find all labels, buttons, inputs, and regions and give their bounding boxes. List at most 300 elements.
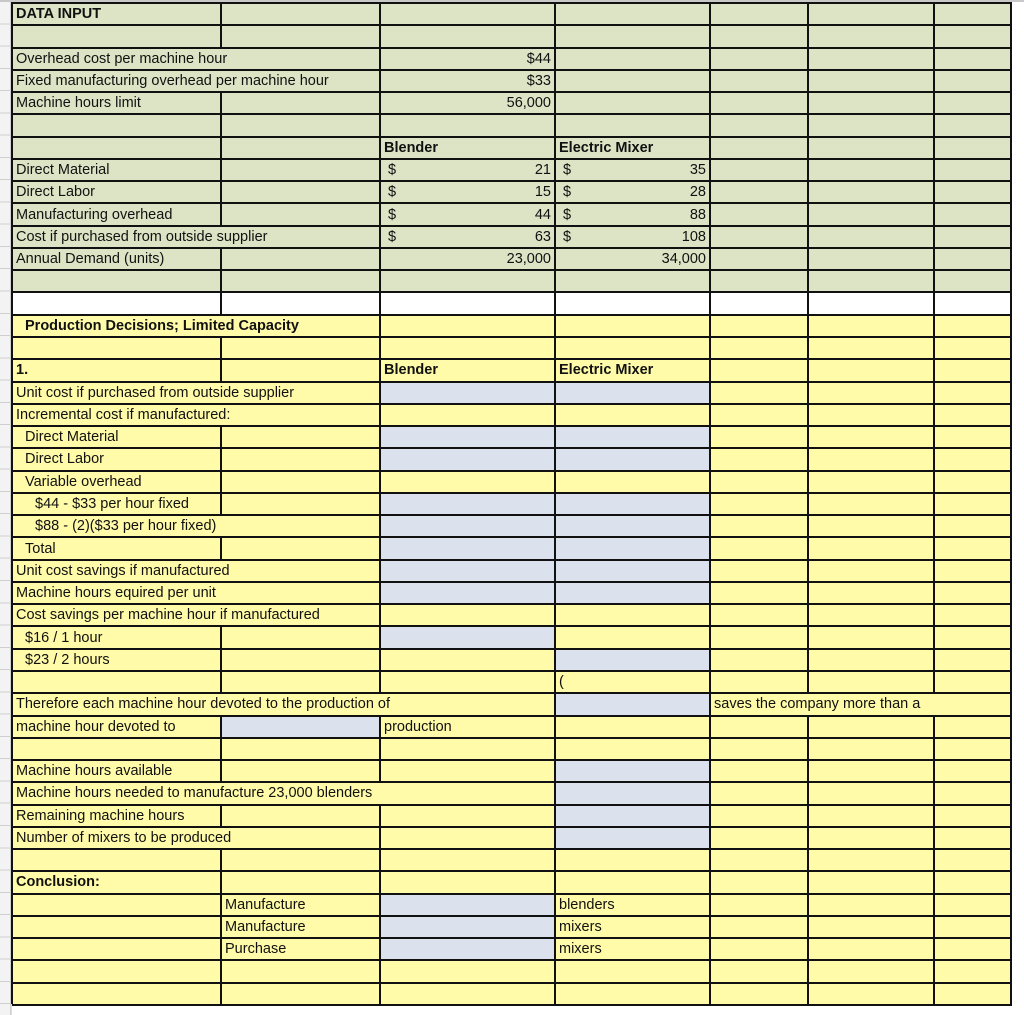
cell[interactable] xyxy=(221,493,380,515)
cell[interactable]: Machine hours needed to manufacture 23,000 blenders xyxy=(12,782,555,804)
cell[interactable]: blenders xyxy=(555,894,710,916)
cell[interactable]: Remaining machine hours xyxy=(12,805,221,827)
cell[interactable] xyxy=(808,671,934,693)
cell[interactable] xyxy=(221,337,380,359)
cell[interactable] xyxy=(221,270,380,292)
cell[interactable] xyxy=(221,114,380,136)
cell[interactable] xyxy=(710,292,808,314)
cell[interactable] xyxy=(808,582,934,604)
answer-cell[interactable] xyxy=(380,560,555,582)
cell[interactable] xyxy=(934,805,1011,827)
cell[interactable]: Annual Demand (units) xyxy=(12,248,221,270)
answer-cell[interactable] xyxy=(555,515,710,537)
cell[interactable] xyxy=(12,270,221,292)
cell[interactable] xyxy=(555,292,710,314)
cell[interactable] xyxy=(12,671,221,693)
cell[interactable] xyxy=(555,226,710,248)
cell[interactable] xyxy=(934,315,1011,337)
cell[interactable] xyxy=(380,292,555,314)
cell[interactable] xyxy=(710,92,808,114)
cell[interactable] xyxy=(808,48,934,70)
cell[interactable] xyxy=(555,159,710,181)
cell[interactable] xyxy=(934,871,1011,893)
cell[interactable] xyxy=(380,25,555,47)
cell[interactable] xyxy=(380,203,555,225)
cell[interactable]: Electric Mixer xyxy=(555,359,710,381)
cell[interactable] xyxy=(710,48,808,70)
cell[interactable] xyxy=(934,716,1011,738)
cell[interactable]: production xyxy=(380,716,555,738)
cell[interactable] xyxy=(934,738,1011,760)
cell[interactable] xyxy=(380,604,555,626)
cell[interactable] xyxy=(808,159,934,181)
cell[interactable]: Cost if purchased from outside supplier xyxy=(12,226,380,248)
answer-cell[interactable] xyxy=(380,582,555,604)
cell[interactable] xyxy=(808,448,934,470)
cell[interactable] xyxy=(555,25,710,47)
cell[interactable] xyxy=(555,626,710,648)
cell[interactable] xyxy=(934,48,1011,70)
cell[interactable] xyxy=(221,738,380,760)
cell[interactable] xyxy=(710,537,808,559)
cell[interactable] xyxy=(710,337,808,359)
cell[interactable] xyxy=(808,649,934,671)
cell[interactable] xyxy=(221,960,380,982)
cell[interactable] xyxy=(555,983,710,1005)
row-headers[interactable] xyxy=(0,2,11,1015)
cell[interactable] xyxy=(808,537,934,559)
cell[interactable] xyxy=(710,359,808,381)
cell[interactable] xyxy=(934,270,1011,292)
cell[interactable]: Conclusion: xyxy=(12,871,221,893)
cell[interactable] xyxy=(710,604,808,626)
cell[interactable] xyxy=(380,960,555,982)
cell[interactable]: $33 xyxy=(380,70,555,92)
cell[interactable] xyxy=(808,337,934,359)
cell[interactable] xyxy=(221,649,380,671)
cell[interactable] xyxy=(710,114,808,136)
cell[interactable] xyxy=(808,359,934,381)
cell[interactable] xyxy=(934,760,1011,782)
cell[interactable]: Machine hours available xyxy=(12,760,221,782)
cell[interactable]: mixers xyxy=(555,916,710,938)
answer-cell[interactable] xyxy=(555,560,710,582)
cell[interactable] xyxy=(934,426,1011,448)
cell[interactable] xyxy=(380,404,555,426)
cell[interactable] xyxy=(555,92,710,114)
cell[interactable] xyxy=(221,181,380,203)
cell[interactable] xyxy=(934,92,1011,114)
cell[interactable] xyxy=(808,960,934,982)
cell[interactable] xyxy=(221,448,380,470)
cell[interactable] xyxy=(555,849,710,871)
cell[interactable]: Unit cost if purchased from outside supplier xyxy=(12,382,380,404)
cell[interactable] xyxy=(710,493,808,515)
cell[interactable]: $23 / 2 hours xyxy=(12,649,221,671)
cell[interactable]: Unit cost savings if manufactured xyxy=(12,560,380,582)
cell[interactable] xyxy=(555,716,710,738)
cell[interactable] xyxy=(555,270,710,292)
cell[interactable] xyxy=(808,782,934,804)
cell[interactable] xyxy=(710,671,808,693)
cell[interactable] xyxy=(808,226,934,248)
cell[interactable] xyxy=(934,448,1011,470)
cell[interactable] xyxy=(808,292,934,314)
cell[interactable] xyxy=(555,315,710,337)
cell[interactable] xyxy=(555,604,710,626)
answer-cell[interactable] xyxy=(555,760,710,782)
cell[interactable] xyxy=(710,25,808,47)
cell[interactable] xyxy=(934,226,1011,248)
cell[interactable] xyxy=(934,960,1011,982)
cell[interactable] xyxy=(380,226,555,248)
cell[interactable] xyxy=(934,137,1011,159)
cell[interactable]: Production Decisions; Limited Capacity xyxy=(12,315,380,337)
cell[interactable] xyxy=(934,337,1011,359)
cell[interactable]: saves the company more than a xyxy=(710,693,1011,715)
cell[interactable] xyxy=(555,404,710,426)
answer-cell[interactable] xyxy=(555,493,710,515)
answer-cell[interactable] xyxy=(555,537,710,559)
cell[interactable] xyxy=(221,805,380,827)
cell[interactable]: Machine hours equired per unit xyxy=(12,582,380,604)
cell[interactable] xyxy=(934,916,1011,938)
cell[interactable] xyxy=(808,70,934,92)
cell[interactable] xyxy=(12,738,221,760)
cell[interactable]: $16 / 1 hour xyxy=(12,626,221,648)
cell[interactable] xyxy=(555,871,710,893)
cell[interactable] xyxy=(380,671,555,693)
answer-cell[interactable] xyxy=(380,894,555,916)
cell[interactable] xyxy=(710,782,808,804)
cell[interactable] xyxy=(934,471,1011,493)
answer-cell[interactable] xyxy=(380,515,555,537)
cell[interactable]: $44 - $33 per hour fixed xyxy=(12,493,221,515)
cell[interactable] xyxy=(808,426,934,448)
cell[interactable] xyxy=(710,159,808,181)
cell[interactable] xyxy=(380,760,555,782)
cell[interactable] xyxy=(808,805,934,827)
cell[interactable] xyxy=(221,92,380,114)
cell[interactable] xyxy=(710,649,808,671)
cell[interactable] xyxy=(710,916,808,938)
answer-cell[interactable] xyxy=(555,782,710,804)
cell[interactable] xyxy=(934,25,1011,47)
cell[interactable] xyxy=(710,760,808,782)
cell[interactable]: ( xyxy=(555,671,710,693)
cell[interactable] xyxy=(808,3,934,25)
cell[interactable] xyxy=(934,649,1011,671)
answer-cell[interactable] xyxy=(380,426,555,448)
cell[interactable] xyxy=(12,292,221,314)
cell[interactable] xyxy=(380,471,555,493)
cell[interactable] xyxy=(934,382,1011,404)
cell[interactable] xyxy=(808,92,934,114)
cell[interactable] xyxy=(710,315,808,337)
cell[interactable]: 23,000 xyxy=(380,248,555,270)
cell[interactable] xyxy=(808,137,934,159)
cell[interactable]: $88 - (2)($33 per hour fixed) xyxy=(12,515,380,537)
cell[interactable]: Variable overhead xyxy=(12,471,221,493)
cell[interactable] xyxy=(808,604,934,626)
answer-cell[interactable] xyxy=(380,382,555,404)
cell[interactable] xyxy=(808,716,934,738)
cell[interactable] xyxy=(808,493,934,515)
cell[interactable] xyxy=(710,248,808,270)
cell[interactable] xyxy=(934,515,1011,537)
cell[interactable] xyxy=(934,404,1011,426)
cell[interactable] xyxy=(710,716,808,738)
cell[interactable] xyxy=(710,471,808,493)
cell[interactable] xyxy=(710,203,808,225)
cell[interactable] xyxy=(555,738,710,760)
cell[interactable] xyxy=(12,137,221,159)
cell[interactable] xyxy=(710,226,808,248)
cell[interactable]: machine hour devoted to xyxy=(12,716,221,738)
cell[interactable] xyxy=(934,493,1011,515)
cell[interactable] xyxy=(808,248,934,270)
cell[interactable] xyxy=(710,70,808,92)
cell[interactable] xyxy=(555,70,710,92)
cell[interactable] xyxy=(710,805,808,827)
cell[interactable]: mixers xyxy=(555,938,710,960)
cell[interactable] xyxy=(221,626,380,648)
answer-cell[interactable] xyxy=(555,426,710,448)
answer-cell[interactable] xyxy=(555,382,710,404)
cell[interactable] xyxy=(380,3,555,25)
cell[interactable] xyxy=(221,537,380,559)
cell[interactable] xyxy=(710,871,808,893)
cell[interactable] xyxy=(934,70,1011,92)
cell[interactable]: 1. xyxy=(12,359,221,381)
cell[interactable] xyxy=(808,515,934,537)
cell[interactable] xyxy=(808,270,934,292)
cell[interactable] xyxy=(221,871,380,893)
cell[interactable]: 56,000 xyxy=(380,92,555,114)
cell[interactable] xyxy=(710,960,808,982)
cell[interactable] xyxy=(555,3,710,25)
cell[interactable] xyxy=(380,270,555,292)
cell[interactable]: Direct Labor xyxy=(12,181,221,203)
cell[interactable] xyxy=(12,337,221,359)
cell[interactable] xyxy=(380,849,555,871)
cell[interactable]: $44 xyxy=(380,48,555,70)
cell[interactable] xyxy=(934,671,1011,693)
cell[interactable] xyxy=(12,25,221,47)
cell[interactable] xyxy=(221,25,380,47)
cell[interactable] xyxy=(380,181,555,203)
cell[interactable] xyxy=(12,983,221,1005)
cell[interactable]: Manufacture xyxy=(221,916,380,938)
cell[interactable] xyxy=(808,471,934,493)
cell[interactable] xyxy=(221,760,380,782)
cell[interactable] xyxy=(380,159,555,181)
answer-cell[interactable] xyxy=(555,827,710,849)
answer-cell[interactable] xyxy=(380,626,555,648)
cell[interactable] xyxy=(380,827,555,849)
cell[interactable] xyxy=(380,805,555,827)
cell[interactable]: Total xyxy=(12,537,221,559)
cell[interactable] xyxy=(710,448,808,470)
answer-cell[interactable] xyxy=(380,448,555,470)
cell[interactable] xyxy=(710,137,808,159)
cell[interactable] xyxy=(808,738,934,760)
cell[interactable] xyxy=(934,560,1011,582)
cell[interactable] xyxy=(710,560,808,582)
cell[interactable] xyxy=(12,849,221,871)
cell[interactable] xyxy=(934,181,1011,203)
cell[interactable]: Incremental cost if manufactured: xyxy=(12,404,380,426)
cell[interactable] xyxy=(555,48,710,70)
cell[interactable] xyxy=(808,849,934,871)
cell[interactable] xyxy=(555,337,710,359)
cell[interactable] xyxy=(934,827,1011,849)
cell[interactable] xyxy=(221,849,380,871)
answer-cell[interactable] xyxy=(555,649,710,671)
cell[interactable] xyxy=(221,248,380,270)
cell[interactable]: Blender xyxy=(380,359,555,381)
cell[interactable] xyxy=(221,159,380,181)
sheet-row xyxy=(12,493,1011,515)
cell[interactable] xyxy=(555,181,710,203)
cell[interactable]: Machine hours limit xyxy=(12,92,221,114)
cell[interactable] xyxy=(221,471,380,493)
cell[interactable] xyxy=(12,114,221,136)
cell[interactable] xyxy=(710,938,808,960)
cell[interactable]: Number of mixers to be produced xyxy=(12,827,380,849)
cell[interactable] xyxy=(934,292,1011,314)
cell[interactable] xyxy=(808,938,934,960)
cell[interactable] xyxy=(710,181,808,203)
answer-cell[interactable] xyxy=(555,805,710,827)
cell[interactable] xyxy=(555,203,710,225)
cell[interactable] xyxy=(12,894,221,916)
cell[interactable] xyxy=(710,3,808,25)
cell[interactable] xyxy=(808,404,934,426)
cell[interactable] xyxy=(221,137,380,159)
cell[interactable] xyxy=(710,983,808,1005)
cell[interactable] xyxy=(710,582,808,604)
cell[interactable]: Manufacturing overhead xyxy=(12,203,221,225)
cell[interactable] xyxy=(808,894,934,916)
cell[interactable]: Cost savings per machine hour if manufactured xyxy=(12,604,380,626)
cell[interactable] xyxy=(808,871,934,893)
cell[interactable] xyxy=(710,270,808,292)
cell[interactable] xyxy=(221,426,380,448)
cell[interactable] xyxy=(934,537,1011,559)
cell[interactable] xyxy=(808,916,934,938)
cell[interactable] xyxy=(934,359,1011,381)
cell[interactable] xyxy=(710,827,808,849)
cell[interactable]: Purchase xyxy=(221,938,380,960)
cell[interactable] xyxy=(221,3,380,25)
cell[interactable] xyxy=(710,404,808,426)
cell[interactable] xyxy=(934,983,1011,1005)
cell[interactable] xyxy=(934,782,1011,804)
cell[interactable] xyxy=(12,938,221,960)
cell[interactable] xyxy=(380,114,555,136)
cell[interactable]: Blender xyxy=(380,137,555,159)
cell[interactable] xyxy=(710,626,808,648)
cell[interactable]: Direct Material xyxy=(12,159,221,181)
cell[interactable] xyxy=(710,894,808,916)
cell[interactable] xyxy=(808,382,934,404)
cell[interactable] xyxy=(12,960,221,982)
cell[interactable]: Direct Labor xyxy=(12,448,221,470)
cell[interactable]: Manufacture xyxy=(221,894,380,916)
cell[interactable] xyxy=(710,738,808,760)
cell[interactable] xyxy=(555,471,710,493)
cell[interactable] xyxy=(934,849,1011,871)
cell[interactable] xyxy=(380,871,555,893)
cell[interactable] xyxy=(221,359,380,381)
answer-cell[interactable] xyxy=(380,916,555,938)
cell[interactable] xyxy=(808,114,934,136)
cell[interactable] xyxy=(221,292,380,314)
cell[interactable] xyxy=(808,983,934,1005)
cell[interactable]: DATA INPUT xyxy=(12,3,221,25)
cell[interactable] xyxy=(221,983,380,1005)
cell[interactable] xyxy=(934,248,1011,270)
answer-cell[interactable] xyxy=(555,582,710,604)
cell[interactable] xyxy=(934,582,1011,604)
cell[interactable] xyxy=(12,916,221,938)
cell[interactable] xyxy=(934,604,1011,626)
cell[interactable] xyxy=(380,738,555,760)
cell[interactable] xyxy=(221,671,380,693)
cell[interactable] xyxy=(808,626,934,648)
cell[interactable] xyxy=(934,203,1011,225)
cell[interactable]: Overhead cost per machine hour xyxy=(12,48,380,70)
cell[interactable] xyxy=(934,894,1011,916)
cell[interactable] xyxy=(221,203,380,225)
answer-cell[interactable] xyxy=(380,493,555,515)
answer-cell[interactable] xyxy=(555,448,710,470)
cell[interactable] xyxy=(710,515,808,537)
cell[interactable] xyxy=(710,426,808,448)
cell[interactable] xyxy=(934,3,1011,25)
answer-cell[interactable] xyxy=(221,716,380,738)
cell[interactable] xyxy=(380,649,555,671)
cell[interactable]: 34,000 xyxy=(555,248,710,270)
cell[interactable] xyxy=(934,938,1011,960)
answer-cell[interactable] xyxy=(380,938,555,960)
cell[interactable] xyxy=(808,203,934,225)
cell[interactable] xyxy=(555,114,710,136)
cell[interactable] xyxy=(380,983,555,1005)
cell[interactable] xyxy=(934,159,1011,181)
cell[interactable] xyxy=(710,382,808,404)
cell[interactable] xyxy=(808,25,934,47)
cell[interactable] xyxy=(380,315,555,337)
cell[interactable]: Direct Material xyxy=(12,426,221,448)
cell[interactable] xyxy=(710,849,808,871)
cell[interactable] xyxy=(380,337,555,359)
cell[interactable] xyxy=(934,626,1011,648)
cell[interactable]: Therefore each machine hour devoted to the production of xyxy=(12,693,555,715)
cell[interactable] xyxy=(808,315,934,337)
cell[interactable]: Fixed manufacturing overhead per machine hour xyxy=(12,70,380,92)
cell[interactable] xyxy=(808,181,934,203)
cell[interactable] xyxy=(934,114,1011,136)
cell[interactable] xyxy=(555,960,710,982)
cell[interactable]: Electric Mixer xyxy=(555,137,710,159)
cell[interactable] xyxy=(808,827,934,849)
answer-cell[interactable] xyxy=(555,693,710,715)
cell[interactable] xyxy=(808,760,934,782)
answer-cell[interactable] xyxy=(380,537,555,559)
cell[interactable] xyxy=(808,560,934,582)
